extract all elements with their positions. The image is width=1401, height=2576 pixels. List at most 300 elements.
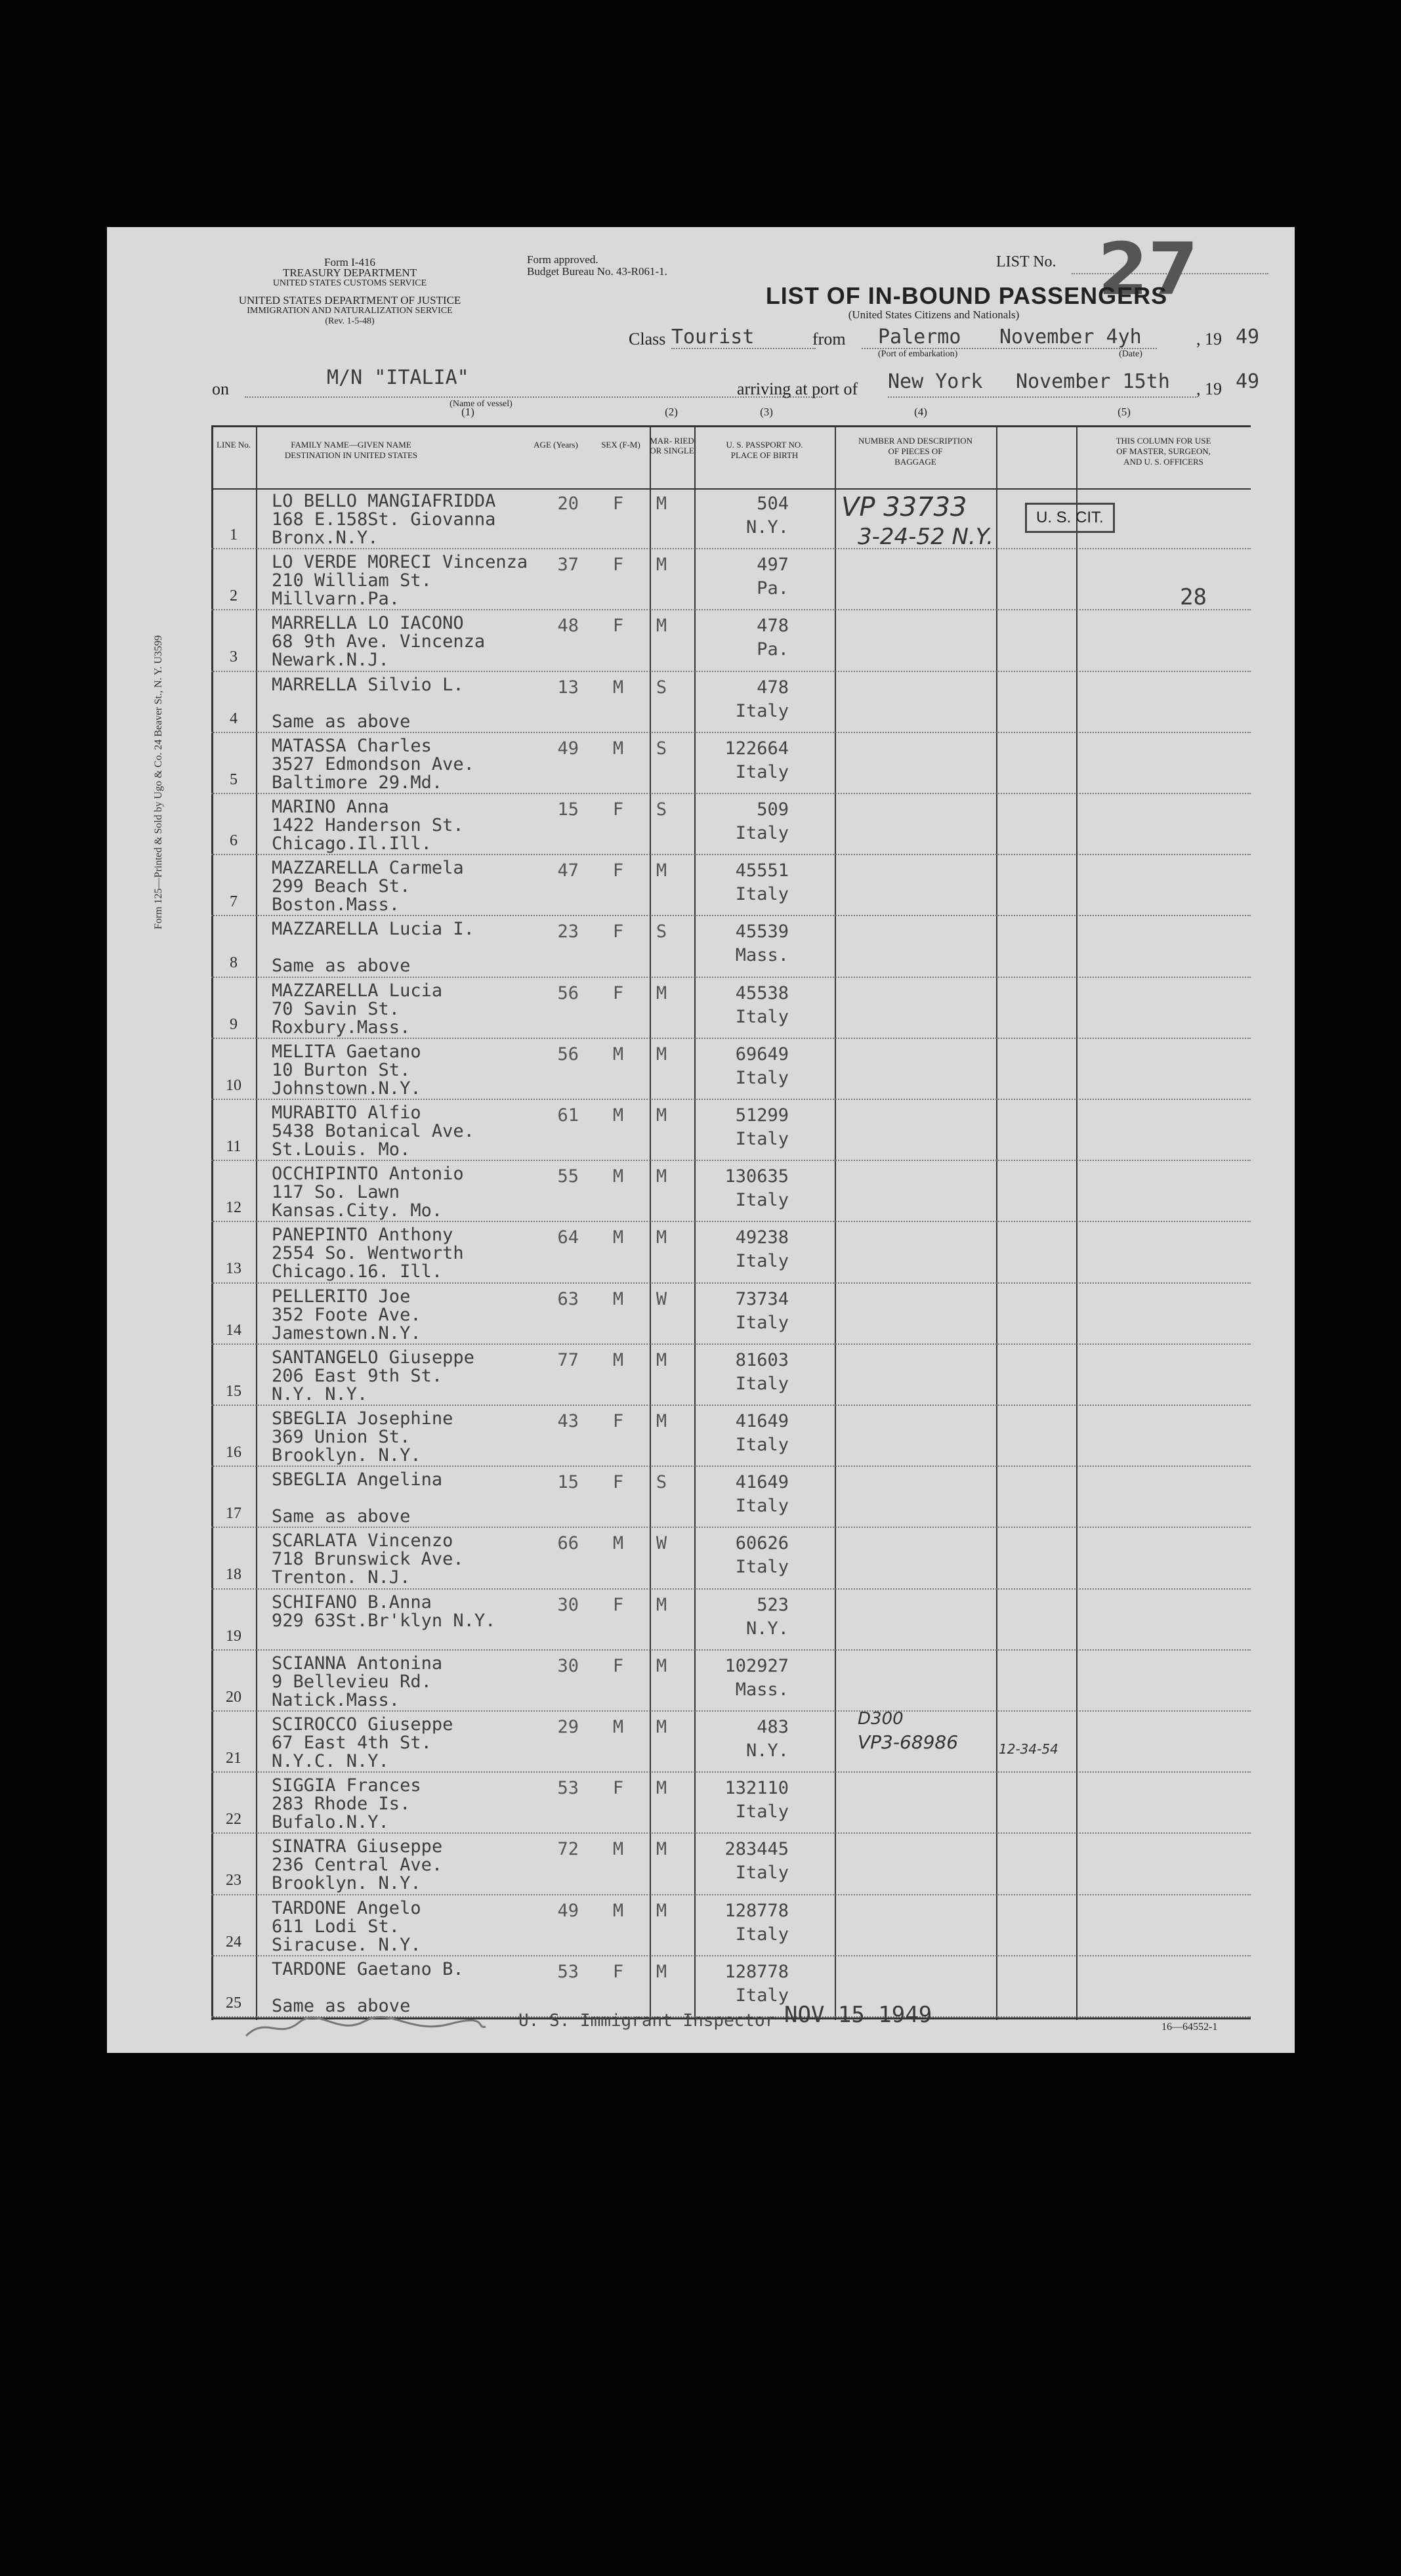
port-embark-caption: (Port of embarkation) bbox=[878, 349, 958, 359]
col-num-5: (5) bbox=[1118, 406, 1131, 418]
baggage-note-row21-b: VP3-68986 bbox=[858, 1731, 959, 1753]
age-cell: 43 bbox=[557, 1411, 579, 1431]
passenger-name: MAZZARELLA Carmela bbox=[272, 858, 464, 879]
marital-cell: S bbox=[656, 677, 667, 698]
city-line: Roxbury.Mass. bbox=[272, 1017, 411, 1038]
birthplace-cell: Italy bbox=[735, 1129, 789, 1149]
city-line: Bufalo.N.Y. bbox=[272, 1812, 389, 1833]
address-line: 611 Lodi St. bbox=[272, 1916, 400, 1937]
passenger-name: SCARLATA Vincenzo bbox=[272, 1531, 453, 1552]
table-row bbox=[211, 1712, 1251, 1772]
birthplace-cell: Italy bbox=[735, 1251, 789, 1272]
passport-cell: 60626 bbox=[735, 1533, 789, 1554]
marital-cell: W bbox=[656, 1533, 667, 1554]
table-row bbox=[211, 1956, 1251, 2017]
col-num-2: (2) bbox=[665, 406, 678, 418]
line-number: 19 bbox=[226, 1627, 241, 1645]
passenger-name: LO VERDE MORECI Vincenza bbox=[272, 552, 528, 573]
marital-cell: M bbox=[656, 555, 667, 576]
address-line: 67 East 4th St. bbox=[272, 1733, 432, 1753]
address-line: 369 Union St. bbox=[272, 1427, 411, 1447]
inspection-date-stamp: NOV 15 1949 bbox=[784, 2002, 932, 2028]
birthplace-cell: Italy bbox=[735, 1190, 789, 1211]
class-label: Class bbox=[629, 329, 666, 348]
age-cell: 53 bbox=[557, 1778, 579, 1799]
age-cell: 61 bbox=[557, 1105, 579, 1126]
col-head-age: AGE (Years) bbox=[533, 440, 578, 450]
table-row bbox=[211, 549, 1251, 610]
line-number: 15 bbox=[226, 1382, 241, 1400]
line-number: 5 bbox=[230, 771, 238, 788]
city-line: Same as above bbox=[272, 1995, 411, 2016]
arriving-year-prefix: , 19 bbox=[1196, 379, 1222, 398]
table-row bbox=[211, 1406, 1251, 1466]
passenger-table bbox=[211, 425, 1251, 2020]
age-cell: 23 bbox=[557, 921, 579, 942]
passport-cell: 41649 bbox=[735, 1411, 789, 1431]
table-row bbox=[211, 1590, 1251, 1650]
table-row bbox=[211, 1100, 1251, 1160]
line-number: 10 bbox=[226, 1076, 241, 1094]
col-head-officers-3: AND U. S. OFFICERS bbox=[1123, 457, 1203, 467]
vessel-line bbox=[245, 396, 822, 398]
sex-cell: F bbox=[612, 982, 624, 1003]
age-cell: 55 bbox=[557, 1166, 579, 1187]
address-line: 299 Beach St. bbox=[272, 876, 411, 897]
line-number: 13 bbox=[226, 1260, 241, 1278]
line-number: 21 bbox=[226, 1750, 241, 1767]
passport-cell: 132110 bbox=[724, 1778, 789, 1799]
birthplace-cell: Italy bbox=[735, 884, 789, 905]
marital-cell: M bbox=[656, 1227, 667, 1248]
marital-cell: M bbox=[656, 1839, 667, 1860]
form-subtitle: (United States Citizens and Nationals) bbox=[848, 308, 1020, 321]
budget-bureau: Budget Bureau No. 43-R061-1. bbox=[527, 265, 667, 278]
col-head-officers-1: THIS COLUMN FOR USE bbox=[1116, 436, 1211, 446]
city-line: Same as above bbox=[272, 956, 411, 977]
age-cell: 49 bbox=[557, 738, 579, 759]
table-row bbox=[211, 1039, 1251, 1099]
arriving-year: 49 bbox=[1236, 370, 1260, 393]
sex-cell: M bbox=[612, 1900, 624, 1921]
city-line: Jamestown.N.Y. bbox=[272, 1322, 421, 1343]
birthplace-cell: Italy bbox=[735, 1312, 789, 1333]
age-cell: 66 bbox=[557, 1533, 579, 1554]
address-line: 3527 Edmondson Ave. bbox=[272, 753, 474, 774]
passport-cell: 478 bbox=[757, 677, 789, 698]
age-cell: 30 bbox=[557, 1655, 579, 1676]
marital-cell: M bbox=[656, 860, 667, 881]
passenger-name: MELITA Gaetano bbox=[272, 1041, 421, 1062]
age-cell: 20 bbox=[557, 494, 579, 514]
sex-cell: M bbox=[612, 1227, 624, 1248]
sex-cell: M bbox=[612, 1044, 624, 1065]
table-row bbox=[211, 672, 1251, 732]
sex-cell: F bbox=[612, 1655, 624, 1676]
justice-dept: UNITED STATES DEPARTMENT OF JUSTICE bbox=[238, 294, 461, 306]
col-head-baggage-3: BAGGAGE bbox=[894, 457, 936, 467]
passport-cell: 51299 bbox=[735, 1105, 789, 1126]
passenger-name: SBEGLIA Josephine bbox=[272, 1408, 453, 1429]
col-head-officers-2: OF MASTER, SURGEON, bbox=[1116, 446, 1211, 456]
age-cell: 77 bbox=[557, 1349, 579, 1370]
signature-scribble bbox=[240, 2010, 489, 2042]
revision: (Rev. 1-5-48) bbox=[325, 316, 375, 326]
passport-cell: 478 bbox=[757, 616, 789, 637]
age-cell: 29 bbox=[557, 1717, 579, 1737]
arriving-port: New York bbox=[888, 370, 983, 393]
address-line: 70 Savin St. bbox=[272, 998, 400, 1019]
table-row bbox=[211, 1467, 1251, 1527]
address-line: 10 Burton St. bbox=[272, 1059, 411, 1080]
treasury-dept: TREASURY DEPARTMENT bbox=[282, 266, 417, 279]
passport-cell: 504 bbox=[757, 494, 789, 514]
col-head-line-no: LINE No. bbox=[217, 440, 251, 450]
passport-cell: 45551 bbox=[735, 860, 789, 881]
passenger-name: SIGGIA Frances bbox=[272, 1775, 421, 1796]
passenger-name: MARINO Anna bbox=[272, 797, 389, 817]
table-row bbox=[211, 733, 1251, 793]
city-line: Kansas.City. Mo. bbox=[272, 1200, 443, 1221]
city-line: Siracuse. N.Y. bbox=[272, 1934, 421, 1955]
address-line: 718 Brunswick Ave. bbox=[272, 1549, 464, 1570]
birthplace-cell: Italy bbox=[735, 1006, 789, 1027]
passenger-name: OCCHIPINTO Antonio bbox=[272, 1164, 464, 1185]
line-number: 18 bbox=[226, 1566, 241, 1584]
table-row bbox=[211, 978, 1251, 1038]
birthplace-cell: Mass. bbox=[735, 945, 789, 966]
birthplace-cell: Italy bbox=[735, 1373, 789, 1394]
col-head-name: FAMILY NAME—GIVEN NAME bbox=[291, 440, 411, 450]
birthplace-cell: Italy bbox=[735, 1802, 789, 1823]
passenger-name: MAZZARELLA Lucia I. bbox=[272, 919, 474, 940]
address-line: 2554 So. Wentworth bbox=[272, 1243, 464, 1264]
city-line: Boston.Mass. bbox=[272, 895, 400, 916]
passport-cell: 283445 bbox=[724, 1839, 789, 1860]
birthplace-cell: Italy bbox=[735, 1435, 789, 1455]
table-row bbox=[211, 855, 1251, 916]
class-line bbox=[671, 348, 816, 349]
marital-cell: M bbox=[656, 1349, 667, 1370]
address-line: 210 William St. bbox=[272, 570, 432, 591]
birthplace-cell: Pa. bbox=[757, 578, 789, 599]
address-line: 236 Central Ave. bbox=[272, 1855, 443, 1876]
passport-cell: 122664 bbox=[724, 738, 789, 759]
passport-cell: 45539 bbox=[735, 921, 789, 942]
passenger-name: MURABITO Alfio bbox=[272, 1103, 421, 1123]
passenger-rows bbox=[211, 488, 1251, 2017]
address-line: 168 E.158St. Giovanna bbox=[272, 509, 496, 530]
table-row bbox=[211, 1834, 1251, 1894]
address-line: 283 Rhode Is. bbox=[272, 1794, 411, 1815]
passenger-name: MARRELLA LO IACONO bbox=[272, 613, 464, 634]
address-line: 68 9th Ave. Vincenza bbox=[272, 631, 486, 652]
line-number: 4 bbox=[230, 709, 238, 727]
passport-cell: 523 bbox=[757, 1594, 789, 1615]
side-print: Form 125—Printed & Sold by Ugo & Co. 24 Beaver St., N. Y. U3599 bbox=[153, 635, 164, 929]
baggage-note-row21-a: D300 bbox=[858, 1709, 904, 1729]
line-number: 9 bbox=[230, 1015, 238, 1033]
passport-cell: 130635 bbox=[724, 1166, 789, 1187]
age-cell: 56 bbox=[557, 1044, 579, 1065]
birthplace-cell: Italy bbox=[735, 823, 789, 843]
passport-cell: 509 bbox=[757, 799, 789, 820]
sex-cell: M bbox=[612, 1166, 624, 1187]
marital-cell: M bbox=[656, 982, 667, 1003]
address-line: 5438 Botanical Ave. bbox=[272, 1121, 474, 1141]
marital-cell: W bbox=[656, 1288, 667, 1309]
line-number: 1 bbox=[230, 526, 238, 543]
age-cell: 15 bbox=[557, 799, 579, 820]
col-head-birth: PLACE OF BIRTH bbox=[730, 450, 799, 460]
sex-cell: M bbox=[612, 1288, 624, 1309]
birthplace-cell: Italy bbox=[735, 1863, 789, 1884]
table-row bbox=[211, 1345, 1251, 1405]
table-row bbox=[211, 1773, 1251, 1833]
address-line: 9 Bellevieu Rd. bbox=[272, 1671, 432, 1692]
birthplace-cell: N.Y. bbox=[745, 1618, 789, 1639]
address-line: 206 East 9th St. bbox=[272, 1365, 443, 1386]
age-cell: 49 bbox=[557, 1900, 579, 1921]
sex-cell: F bbox=[612, 616, 624, 637]
sex-cell: F bbox=[612, 1961, 624, 1982]
baggage-note-row21-c: 12-34-54 bbox=[999, 1741, 1058, 1757]
age-cell: 53 bbox=[557, 1961, 579, 1982]
city-line: St.Louis. Mo. bbox=[272, 1139, 411, 1160]
sex-cell: M bbox=[612, 677, 624, 698]
birthplace-cell: N.Y. bbox=[745, 517, 789, 538]
sex-cell: M bbox=[612, 1839, 624, 1860]
passenger-name: SCHIFANO B.Anna bbox=[272, 1592, 432, 1613]
sex-cell: M bbox=[612, 1349, 624, 1370]
passport-cell: 497 bbox=[757, 555, 789, 576]
marital-cell: M bbox=[656, 1717, 667, 1737]
form-number: Form I-416 bbox=[324, 256, 375, 268]
passport-cell: 73734 bbox=[735, 1288, 789, 1309]
city-line: Baltimore 29.Md. bbox=[272, 772, 443, 793]
marital-cell: M bbox=[656, 1411, 667, 1431]
birthplace-cell: N.Y. bbox=[745, 1741, 789, 1761]
passenger-name: LO BELLO MANGIAFRIDDA bbox=[272, 491, 496, 511]
line-number: 2 bbox=[230, 587, 238, 605]
sex-cell: F bbox=[612, 860, 624, 881]
table-row bbox=[211, 1161, 1251, 1221]
arriving-date: November 15th bbox=[1016, 370, 1170, 393]
from-label: from bbox=[812, 329, 846, 348]
line-number: 12 bbox=[226, 1199, 241, 1217]
age-cell: 56 bbox=[557, 982, 579, 1003]
address-line: 1422 Handerson St. bbox=[272, 815, 464, 835]
passport-cell: 128778 bbox=[724, 1961, 789, 1982]
col-head-married: MAR- RIED OR SINGLE bbox=[650, 436, 694, 455]
age-cell: 47 bbox=[557, 860, 579, 881]
city-line: Same as above bbox=[272, 1506, 411, 1527]
list-no-label: LIST No. bbox=[996, 253, 1056, 270]
sex-cell: F bbox=[612, 1411, 624, 1431]
table-row bbox=[211, 610, 1251, 671]
from-date: November 4yh bbox=[999, 326, 1142, 348]
sex-cell: M bbox=[612, 1105, 624, 1126]
marital-cell: S bbox=[656, 921, 667, 942]
arriving-line bbox=[888, 396, 1196, 398]
city-line: Johnstown.N.Y. bbox=[272, 1078, 421, 1099]
passport-cell: 45538 bbox=[735, 982, 789, 1003]
marital-cell: M bbox=[656, 1105, 667, 1126]
col-num-3: (3) bbox=[760, 406, 773, 418]
birthplace-cell: Italy bbox=[735, 1985, 789, 2006]
city-line: N.Y.C. N.Y. bbox=[272, 1751, 389, 1771]
table-row bbox=[211, 1895, 1251, 1956]
from-port: Palermo bbox=[878, 326, 961, 348]
sex-cell: F bbox=[612, 555, 624, 576]
line-number: 25 bbox=[226, 1994, 241, 2012]
age-cell: 37 bbox=[557, 555, 579, 576]
city-line: Trenton. N.J. bbox=[272, 1567, 411, 1588]
passport-cell: 41649 bbox=[735, 1472, 789, 1493]
col-head-baggage-1: NUMBER AND DESCRIPTION bbox=[858, 436, 973, 446]
birthplace-cell: Italy bbox=[735, 1557, 789, 1578]
age-cell: 48 bbox=[557, 616, 579, 637]
inspector-label: U. S. Immigrant Inspector bbox=[518, 2011, 776, 2031]
inspector-signature bbox=[240, 2010, 489, 2042]
passport-cell: 49238 bbox=[735, 1227, 789, 1248]
sex-cell: M bbox=[612, 1533, 624, 1554]
from-year: 49 bbox=[1236, 326, 1260, 348]
address-line: 352 Foote Ave. bbox=[272, 1304, 421, 1325]
table-row bbox=[211, 1651, 1251, 1711]
table-row bbox=[211, 794, 1251, 855]
address-line: 929 63St.Br'klyn N.Y. bbox=[272, 1610, 496, 1631]
marital-cell: M bbox=[656, 1778, 667, 1799]
line-number: 6 bbox=[230, 832, 238, 849]
city-line: Chicago.16. Ill. bbox=[272, 1261, 443, 1282]
passenger-name: SBEGLIA Angelina bbox=[272, 1469, 443, 1490]
col-head-baggage-2: OF PIECES OF bbox=[888, 446, 943, 456]
line-number: 17 bbox=[226, 1505, 241, 1523]
sex-cell: F bbox=[612, 1778, 624, 1799]
marital-cell: M bbox=[656, 1166, 667, 1187]
arriving-label: arriving at port of bbox=[737, 379, 858, 398]
sex-cell: F bbox=[612, 1594, 624, 1615]
line-number: 14 bbox=[226, 1321, 241, 1339]
col-head-sex: SEX (F-M) bbox=[601, 440, 640, 450]
line-number: 22 bbox=[226, 1811, 241, 1828]
passenger-name: MARRELLA Silvio L. bbox=[272, 674, 464, 695]
col-num-1: (1) bbox=[461, 406, 474, 418]
city-line: Bronx.N.Y. bbox=[272, 528, 379, 548]
officer-note-28: 28 bbox=[1180, 584, 1207, 610]
age-cell: 63 bbox=[557, 1288, 579, 1309]
passenger-name: MAZZARELLA Lucia bbox=[272, 980, 443, 1001]
marital-cell: M bbox=[656, 1900, 667, 1921]
passport-cell: 128778 bbox=[724, 1900, 789, 1921]
age-cell: 13 bbox=[557, 677, 579, 698]
customs-service: UNITED STATES CUSTOMS SERVICE bbox=[272, 278, 427, 288]
passport-cell: 81603 bbox=[735, 1349, 789, 1370]
city-line: Brooklyn. N.Y. bbox=[272, 1873, 421, 1894]
line-number: 23 bbox=[226, 1872, 241, 1890]
line-number: 20 bbox=[226, 1688, 241, 1706]
form-approved: Form approved. bbox=[527, 253, 598, 266]
line-number: 8 bbox=[230, 954, 238, 972]
vessel-name: M/N "ITALIA" bbox=[327, 366, 469, 389]
passenger-name: TARDONE Angelo bbox=[272, 1897, 421, 1918]
passenger-name: TARDONE Gaetano B. bbox=[272, 1958, 464, 1979]
col-head-passport: U. S. PASSPORT NO. bbox=[726, 440, 803, 450]
passport-cell: 102927 bbox=[724, 1655, 789, 1676]
age-cell: 72 bbox=[557, 1839, 579, 1860]
sex-cell: F bbox=[612, 494, 624, 514]
passport-cell: 483 bbox=[757, 1717, 789, 1737]
marital-cell: S bbox=[656, 1472, 667, 1493]
list-no-value: 27 bbox=[1098, 227, 1199, 311]
city-line: Natick.Mass. bbox=[272, 1689, 400, 1710]
form-code: 16—64552-1 bbox=[1161, 2021, 1218, 2033]
passenger-name: SANTANGELO Giuseppe bbox=[272, 1347, 474, 1368]
line-number: 7 bbox=[230, 893, 238, 911]
class-value: Tourist bbox=[671, 326, 755, 348]
marital-cell: M bbox=[656, 494, 667, 514]
city-line: Chicago.Il.Ill. bbox=[272, 834, 432, 854]
passenger-name: SCIANNA Antonina bbox=[272, 1653, 443, 1674]
birthplace-cell: Italy bbox=[735, 700, 789, 721]
table-row bbox=[211, 1284, 1251, 1344]
on-label: on bbox=[212, 379, 229, 398]
table-top-border bbox=[211, 425, 1251, 427]
from-year-prefix: , 19 bbox=[1196, 329, 1222, 348]
sex-cell: F bbox=[612, 799, 624, 820]
vessel-caption: (Name of vessel) bbox=[450, 399, 512, 409]
age-cell: 15 bbox=[557, 1472, 579, 1493]
baggage-note-row1-a: VP 33733 bbox=[841, 492, 967, 522]
birthplace-cell: Pa. bbox=[757, 639, 789, 660]
city-line: Millvarn.Pa. bbox=[272, 589, 400, 610]
age-cell: 30 bbox=[557, 1594, 579, 1615]
passenger-name: PANEPINTO Anthony bbox=[272, 1225, 453, 1246]
form-title: LIST OF IN-BOUND PASSENGERS bbox=[765, 282, 1168, 309]
line-number: 3 bbox=[230, 648, 238, 666]
us-citizen-stamp: U. S. CIT. bbox=[1025, 503, 1115, 533]
baggage-note-row1-b: 3-24-52 N.Y. bbox=[858, 524, 993, 550]
city-line: Newark.N.J. bbox=[272, 650, 389, 671]
marital-cell: S bbox=[656, 738, 667, 759]
sex-cell: F bbox=[612, 921, 624, 942]
birthplace-cell: Italy bbox=[735, 1067, 789, 1088]
passenger-name: SCIROCCO Giuseppe bbox=[272, 1714, 453, 1735]
table-row bbox=[211, 916, 1251, 977]
city-line: N.Y. N.Y. bbox=[272, 1383, 368, 1404]
marital-cell: M bbox=[656, 1594, 667, 1615]
passenger-name: PELLERITO Joe bbox=[272, 1286, 411, 1307]
city-line: Brooklyn. N.Y. bbox=[272, 1445, 421, 1466]
sex-cell: M bbox=[612, 738, 624, 759]
address-line: 117 So. Lawn bbox=[272, 1182, 400, 1203]
sex-cell: M bbox=[612, 1717, 624, 1737]
line-number: 11 bbox=[226, 1138, 241, 1155]
city-line: Same as above bbox=[272, 711, 411, 732]
birthplace-cell: Italy bbox=[735, 1496, 789, 1517]
birthplace-cell: Italy bbox=[735, 761, 789, 782]
marital-cell: M bbox=[656, 1044, 667, 1065]
table-row bbox=[211, 1222, 1251, 1282]
passenger-name: MATASSA Charles bbox=[272, 735, 432, 756]
birthplace-cell: Mass. bbox=[735, 1679, 789, 1700]
passenger-name: SINATRA Giuseppe bbox=[272, 1836, 443, 1857]
line-number: 24 bbox=[226, 1933, 241, 1951]
marital-cell: M bbox=[656, 1961, 667, 1982]
marital-cell: S bbox=[656, 799, 667, 820]
sex-cell: F bbox=[612, 1472, 624, 1493]
